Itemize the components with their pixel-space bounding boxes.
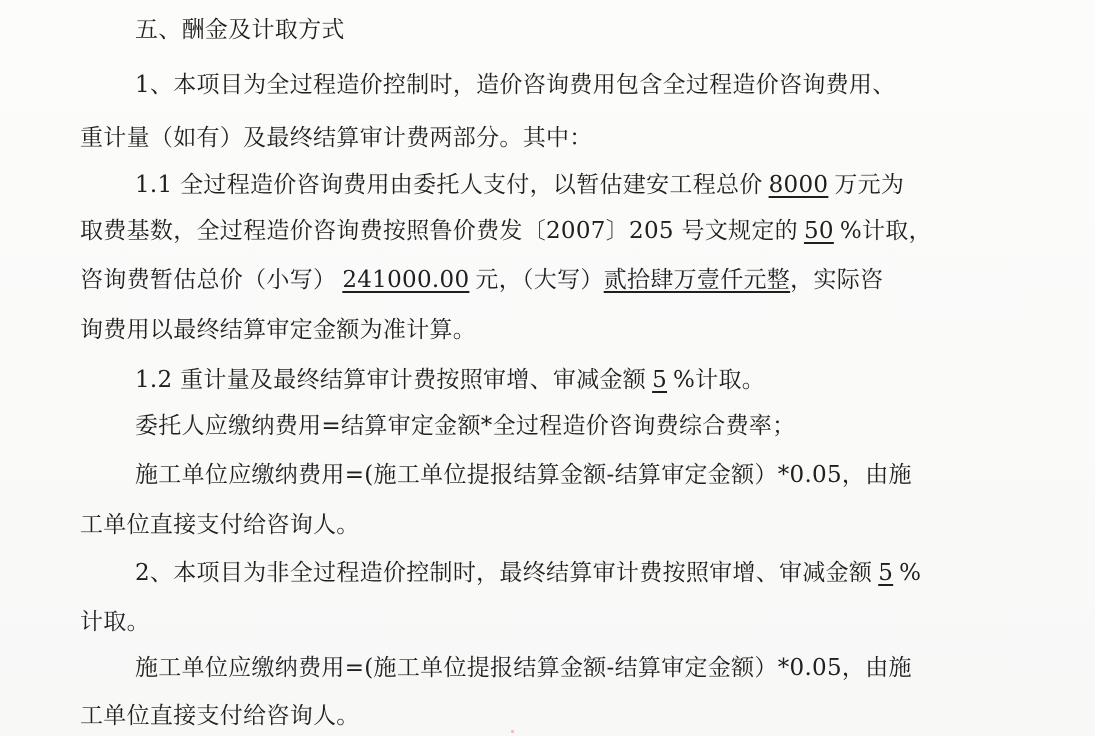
- remeasure-percent: 5: [652, 367, 668, 393]
- contractor-formula-2-line-1: 施工单位应缴纳费用=(施工单位提报结算金额-结算审定金额）*0.05，由施: [135, 655, 912, 681]
- para-1-1-text-e: 咨询费暂估总价（小写）: [80, 267, 337, 293]
- para-1-2-text-b: %计取。: [673, 367, 766, 393]
- para-1-1-text-d: %计取，: [839, 218, 932, 244]
- para-1-1-text-a: 1.1 全过程造价咨询费用由委托人支付，以暂估建安工程总价: [135, 172, 763, 198]
- para-1-1-text-f: 元，（大写）: [475, 267, 604, 293]
- para-1-line-2: 重计量（如有）及最终结算审计费两部分。其中：: [80, 125, 593, 151]
- contractor-formula-line-2: 工单位直接支付给咨询人。: [80, 512, 360, 538]
- para-1-1-line-3: [80, 265, 883, 295]
- section-heading: 五、酬金及计取方式: [135, 17, 345, 43]
- para-1-2-text-a: 1.2 重计量及最终结算审计费按照审增、审减金额: [135, 367, 647, 393]
- para-1-line-1: 1、本项目为全过程造价控制时，造价咨询费用包含全过程造价咨询费用、: [135, 72, 896, 98]
- ink-speck: [511, 730, 514, 733]
- para-1-2-line-1: [135, 365, 765, 395]
- client-fee-formula: 委托人应缴纳费用=结算审定金额*全过程造价咨询费综合费率；: [135, 413, 796, 439]
- non-full-process-percent: 5: [878, 560, 894, 586]
- para-1-1-text-c: 取费基数，全过程造价咨询费按照鲁价费发〔2007〕205 号文规定的: [80, 218, 798, 244]
- contractor-formula-2-line-2: 工单位直接支付给咨询人。: [80, 703, 360, 729]
- construction-total-amount: 8000: [768, 172, 829, 198]
- fee-capital-amount: 贰拾肆万壹仟元整: [603, 267, 791, 293]
- para-1-1-line-2: [80, 216, 932, 246]
- fee-small-amount: 241000.00: [342, 267, 470, 293]
- para-2-text-a: 2、本项目为非全过程造价控制时，最终结算审计费按照审增、审减金额: [135, 560, 873, 586]
- para-1-1-line-4: 询费用以最终结算审定金额为准计算。: [80, 317, 477, 343]
- para-2-text-b: %: [899, 560, 922, 586]
- para-1-1-text-b: 万元为: [834, 172, 905, 198]
- fee-percent: 50: [803, 218, 834, 244]
- para-1-1-text-g: ，实际咨: [790, 267, 884, 293]
- para-1-1-line-1: [135, 170, 904, 200]
- contractor-formula-line-1: 施工单位应缴纳费用=(施工单位提报结算金额-结算审定金额）*0.05，由施: [135, 462, 912, 488]
- para-2-line-1: [135, 558, 921, 588]
- para-2-line-2: 计取。: [80, 609, 150, 635]
